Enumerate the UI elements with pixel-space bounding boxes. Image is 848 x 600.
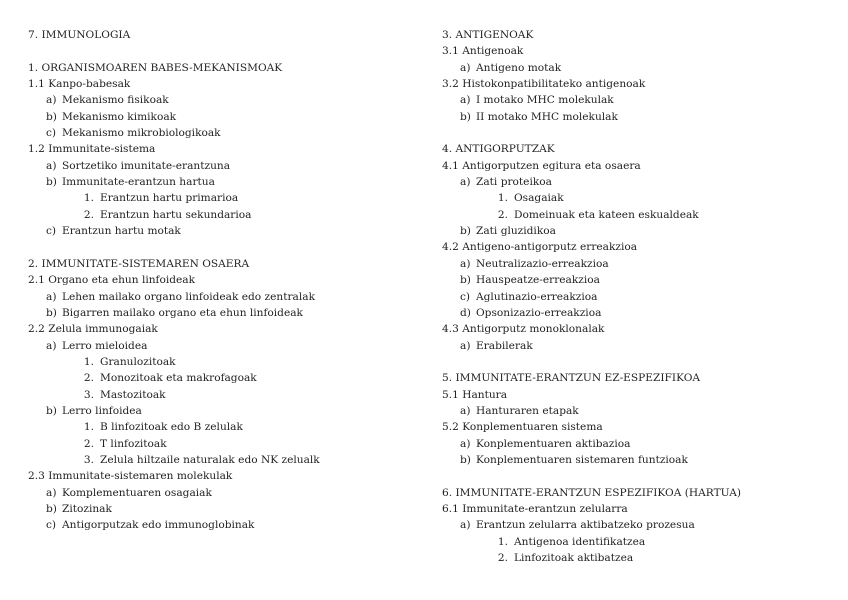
subsection-title-3-2: 3.2 Histokonpatibilitateko antigenoak — [442, 78, 646, 91]
sub-list-item: 2. T linfozitoak — [83, 437, 167, 450]
sub-list-item: 1. Osagaiak — [497, 192, 564, 205]
list-item: b) Bigarren mailako organo eta ehun linfoideak — [46, 306, 303, 319]
subsection-title-1-2: 1.2 Immunitate-sistema — [28, 143, 156, 156]
sub-list-item: 2. Domeinuak eta kateen eskualdeak — [497, 208, 699, 221]
sub-list-item: 2. Monozitoak eta makrofagoak — [83, 372, 257, 385]
list-item: b) Hauspeatze-erreakzioa — [460, 274, 600, 287]
section-heading-4: 4. ANTIGORPUTZAK — [442, 143, 555, 156]
list-item: a) Hanturaren etapak — [460, 404, 579, 417]
sub-list-item: 1. Antigenoa identifikatzea — [497, 535, 646, 548]
section-heading-2: 2. IMMUNITATE-SISTEMAREN OSAERA — [28, 257, 250, 270]
subsection-title-5-1: 5.1 Hantura — [442, 388, 508, 401]
list-item: b) Zitozinak — [46, 502, 112, 515]
subsection-title-3-1: 3.1 Antigenoak — [442, 45, 524, 58]
list-item: a) Lehen mailako organo linfoideak edo zentralak — [46, 290, 315, 303]
list-item: b) Lerro linfoidea — [46, 404, 142, 417]
list-item: a) Zati proteikoa — [460, 176, 552, 189]
list-item: a) Erantzun zelularra aktibatzeko prozesua — [460, 519, 695, 532]
section-heading-6: 6. IMMUNITATE-ERANTZUN ESPEZIFIKOA (HARTUA) — [442, 486, 742, 499]
section-heading-3: 3. ANTIGENOAK — [442, 29, 534, 41]
subsection-title-5-2: 5.2 Konplementuaren sistema — [442, 421, 603, 434]
sub-list-item: 1. Erantzun hartu primarioa — [83, 192, 239, 205]
subsection-title-2-3: 2.3 Immunitate-sistemaren molekulak — [28, 470, 233, 483]
list-item: b) Zati gluzidikoa — [460, 225, 556, 238]
sub-list-item: 1. B linfozitoak edo B zelulak — [83, 421, 243, 434]
subsection-title-4-3: 4.3 Antigorputz monoklonalak — [442, 323, 605, 336]
section-heading-5: 5. IMMUNITATE-ERANTZUN EZ-ESPEZIFIKOA — [442, 372, 701, 385]
list-item: a) Lerro mieloidea — [46, 339, 148, 352]
list-item: a) I motako MHC molekulak — [460, 94, 614, 107]
sub-list-item: 3. Zelula hiltzaile naturalak edo NK zelualk — [83, 453, 320, 466]
list-item: a) Erabilerak — [460, 339, 533, 352]
list-item: d) Opsonizazio-erreakzioa — [460, 306, 602, 319]
subsection-title-2-2: 2.2 Zelula immunogaiak — [28, 323, 158, 336]
sub-list-item: 3. Mastozitoak — [83, 388, 166, 401]
list-item: c) Antigorputzak edo immunoglobinak — [46, 519, 255, 532]
list-item: b) II motako MHC molekulak — [460, 110, 618, 123]
list-item: a) Konplementuaren aktibazioa — [460, 437, 631, 450]
list-item: c) Mekanismo mikrobiologikoak — [46, 127, 221, 140]
sub-list-item: 2. Linfozitoak aktibatzea — [497, 552, 634, 564]
subsection-title-2-1: 2.1 Organo eta ehun linfoideak — [28, 274, 196, 287]
left-column — [28, 27, 428, 534]
subsection-title-4-2: 4.2 Antigeno-antigorputz erreakzioa — [442, 241, 638, 254]
list-item: b) Mekanismo kimikoak — [46, 110, 177, 123]
list-item: b) Immunitate-erantzun hartua — [46, 176, 215, 189]
sub-list-item: 1. Granulozitoak — [83, 355, 176, 368]
subsection-title-1-1: 1.1 Kanpo-babesak — [28, 78, 131, 91]
list-item: a) Mekanismo fisikoak — [46, 94, 169, 107]
subsection-title-4-1: 4.1 Antigorputzen egitura eta osaera — [442, 159, 641, 172]
list-item: c) Aglutinazio-erreakzioa — [460, 290, 598, 303]
subsection-title-6-1: 6.1 Immunitate-erantzun zelularra — [442, 502, 628, 515]
list-item: a) Antigeno motak — [460, 61, 562, 74]
sub-list-item: 2. Erantzun hartu sekundarioa — [83, 208, 252, 221]
list-item: a) Sortzetiko imunitate-erantzuna — [46, 159, 231, 172]
document-title: 7. IMMUNOLOGIA — [28, 29, 131, 41]
list-item: a) Komplementuaren osagaiak — [46, 486, 212, 499]
section-heading-1: 1. ORGANISMOAREN BABES-MEKANISMOAK — [28, 61, 283, 74]
list-item: b) Konplementuaren sistemaren funtzioak — [460, 453, 688, 466]
right-column — [442, 27, 842, 566]
list-item: c) Erantzun hartu motak — [46, 225, 181, 238]
list-item: a) Neutralizazio-erreakzioa — [460, 257, 609, 270]
